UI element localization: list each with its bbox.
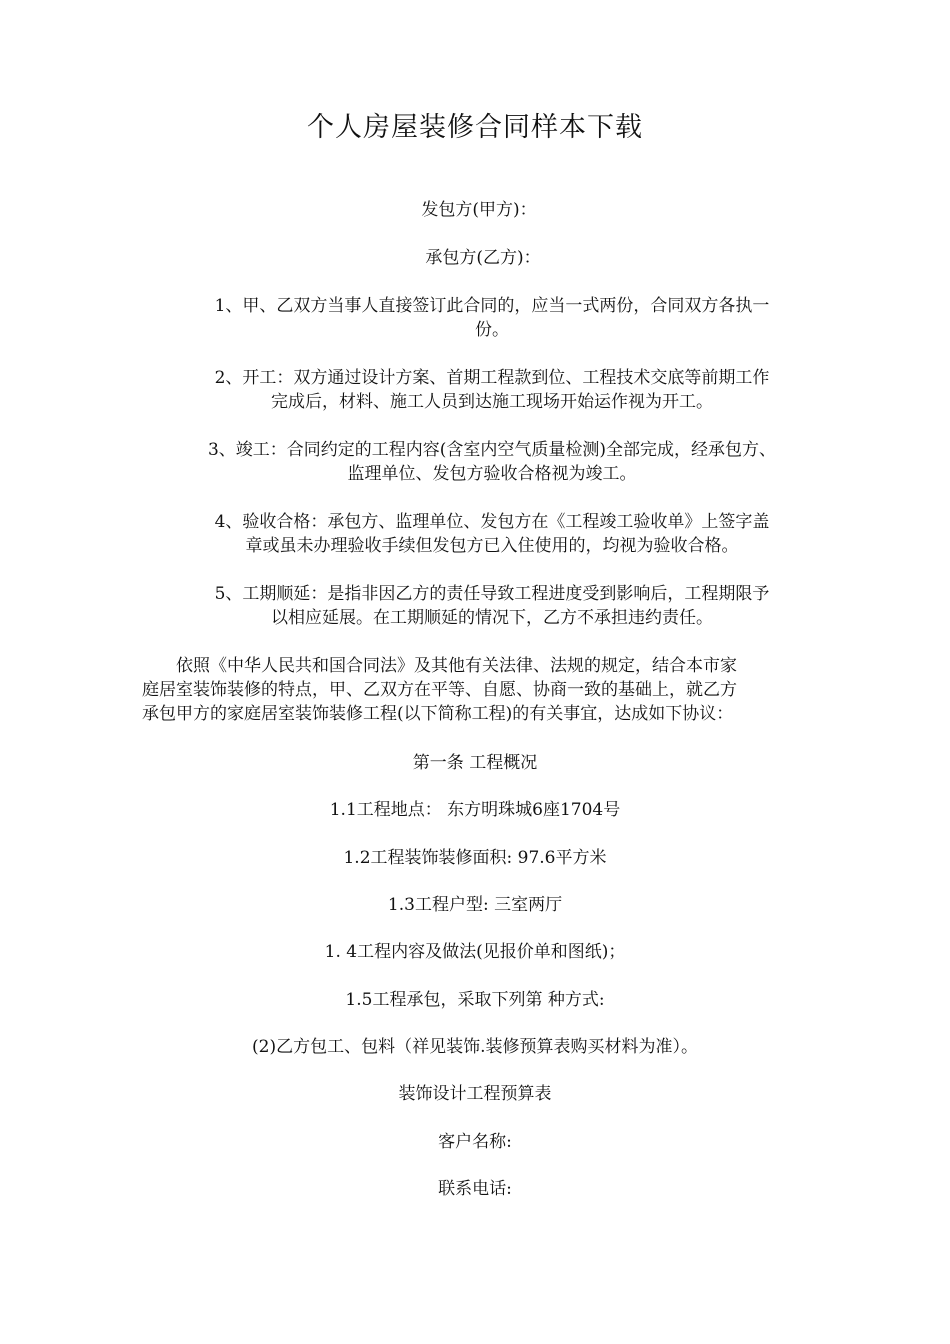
project-address: 1.1工程地点： 东方明珠城6座1704号 <box>329 800 621 820</box>
project-content: 1. 4工程内容及做法(见报价单和图纸)； <box>324 942 626 962</box>
clause-4-line-1: 4、验收合格：承包方、监理单位、发包方在《工程竣工验收单》上签字盖 <box>214 512 770 532</box>
party-b-label: 承包方(乙方)： <box>425 248 541 268</box>
clause-5 <box>172 582 812 630</box>
contact-phone-label: 联系电话: <box>438 1179 512 1199</box>
clause-4-line-2: 章或虽未办理验收手续但发包方已入住使用的，均视为验收合格。 <box>245 536 739 556</box>
clause-1 <box>172 294 812 342</box>
clause-3 <box>172 438 812 486</box>
preamble-line-3: 承包甲方的家庭居室装饰装修工程(以下简称工程)的有关事宜，达成如下协议： <box>142 704 734 724</box>
budget-table-heading: 装饰设计工程预算表 <box>398 1084 552 1104</box>
project-area: 1.2工程装饰装修面积: 97.6平方米 <box>343 848 607 868</box>
contract-mode-detail: (2)乙方包工、包料（祥见装饰.装修预算表购买材料为准）。 <box>252 1037 698 1057</box>
clause-3-line-1: 3、竣工：合同约定的工程内容(含室内空气质量检测)全部完成，经承包方、 <box>207 440 777 460</box>
project-layout: 1.3工程户型: 三室两厅 <box>387 895 563 915</box>
clause-1-line-2: 份。 <box>475 320 509 340</box>
preamble-line-1: 依照《中华人民共和国合同法》及其他有关法律、法规的规定，结合本市家 <box>176 656 737 676</box>
clause-2-line-2: 完成后，材料、施工人员到达施工现场开始运作视为开工。 <box>271 392 713 412</box>
contract-mode: 1.5工程承包，采取下列第 种方式: <box>345 990 605 1010</box>
clause-5-line-2: 以相应延展。在工期顺延的情况下，乙方不承担违约责任。 <box>271 608 713 628</box>
clause-1-line-1: 1、甲、乙双方当事人直接签订此合同的，应当一式两份，合同双方各执一 <box>214 296 770 316</box>
clause-2 <box>172 366 812 414</box>
clause-4 <box>172 510 812 558</box>
clause-3-line-2: 监理单位、发包方验收合格视为竣工。 <box>347 464 637 484</box>
preamble-paragraph <box>142 654 807 726</box>
clause-2-line-1: 2、开工：双方通过设计方案、首期工程款到位、工程技术交底等前期工作 <box>214 368 770 388</box>
preamble-line-2: 庭居室装饰装修的特点，甲、乙双方在平等、自愿、协商一致的基础上，就乙方 <box>142 680 737 700</box>
customer-name-label: 客户名称: <box>438 1132 512 1152</box>
article-1-heading: 第一条 工程概况 <box>412 753 538 773</box>
party-a-label: 发包方(甲方)： <box>421 200 537 220</box>
document-title: 个人房屋装修合同样本下载 <box>307 112 643 143</box>
clause-5-line-1: 5、工期顺延：是指非因乙方的责任导致工程进度受到影响后，工程期限予 <box>214 584 770 604</box>
